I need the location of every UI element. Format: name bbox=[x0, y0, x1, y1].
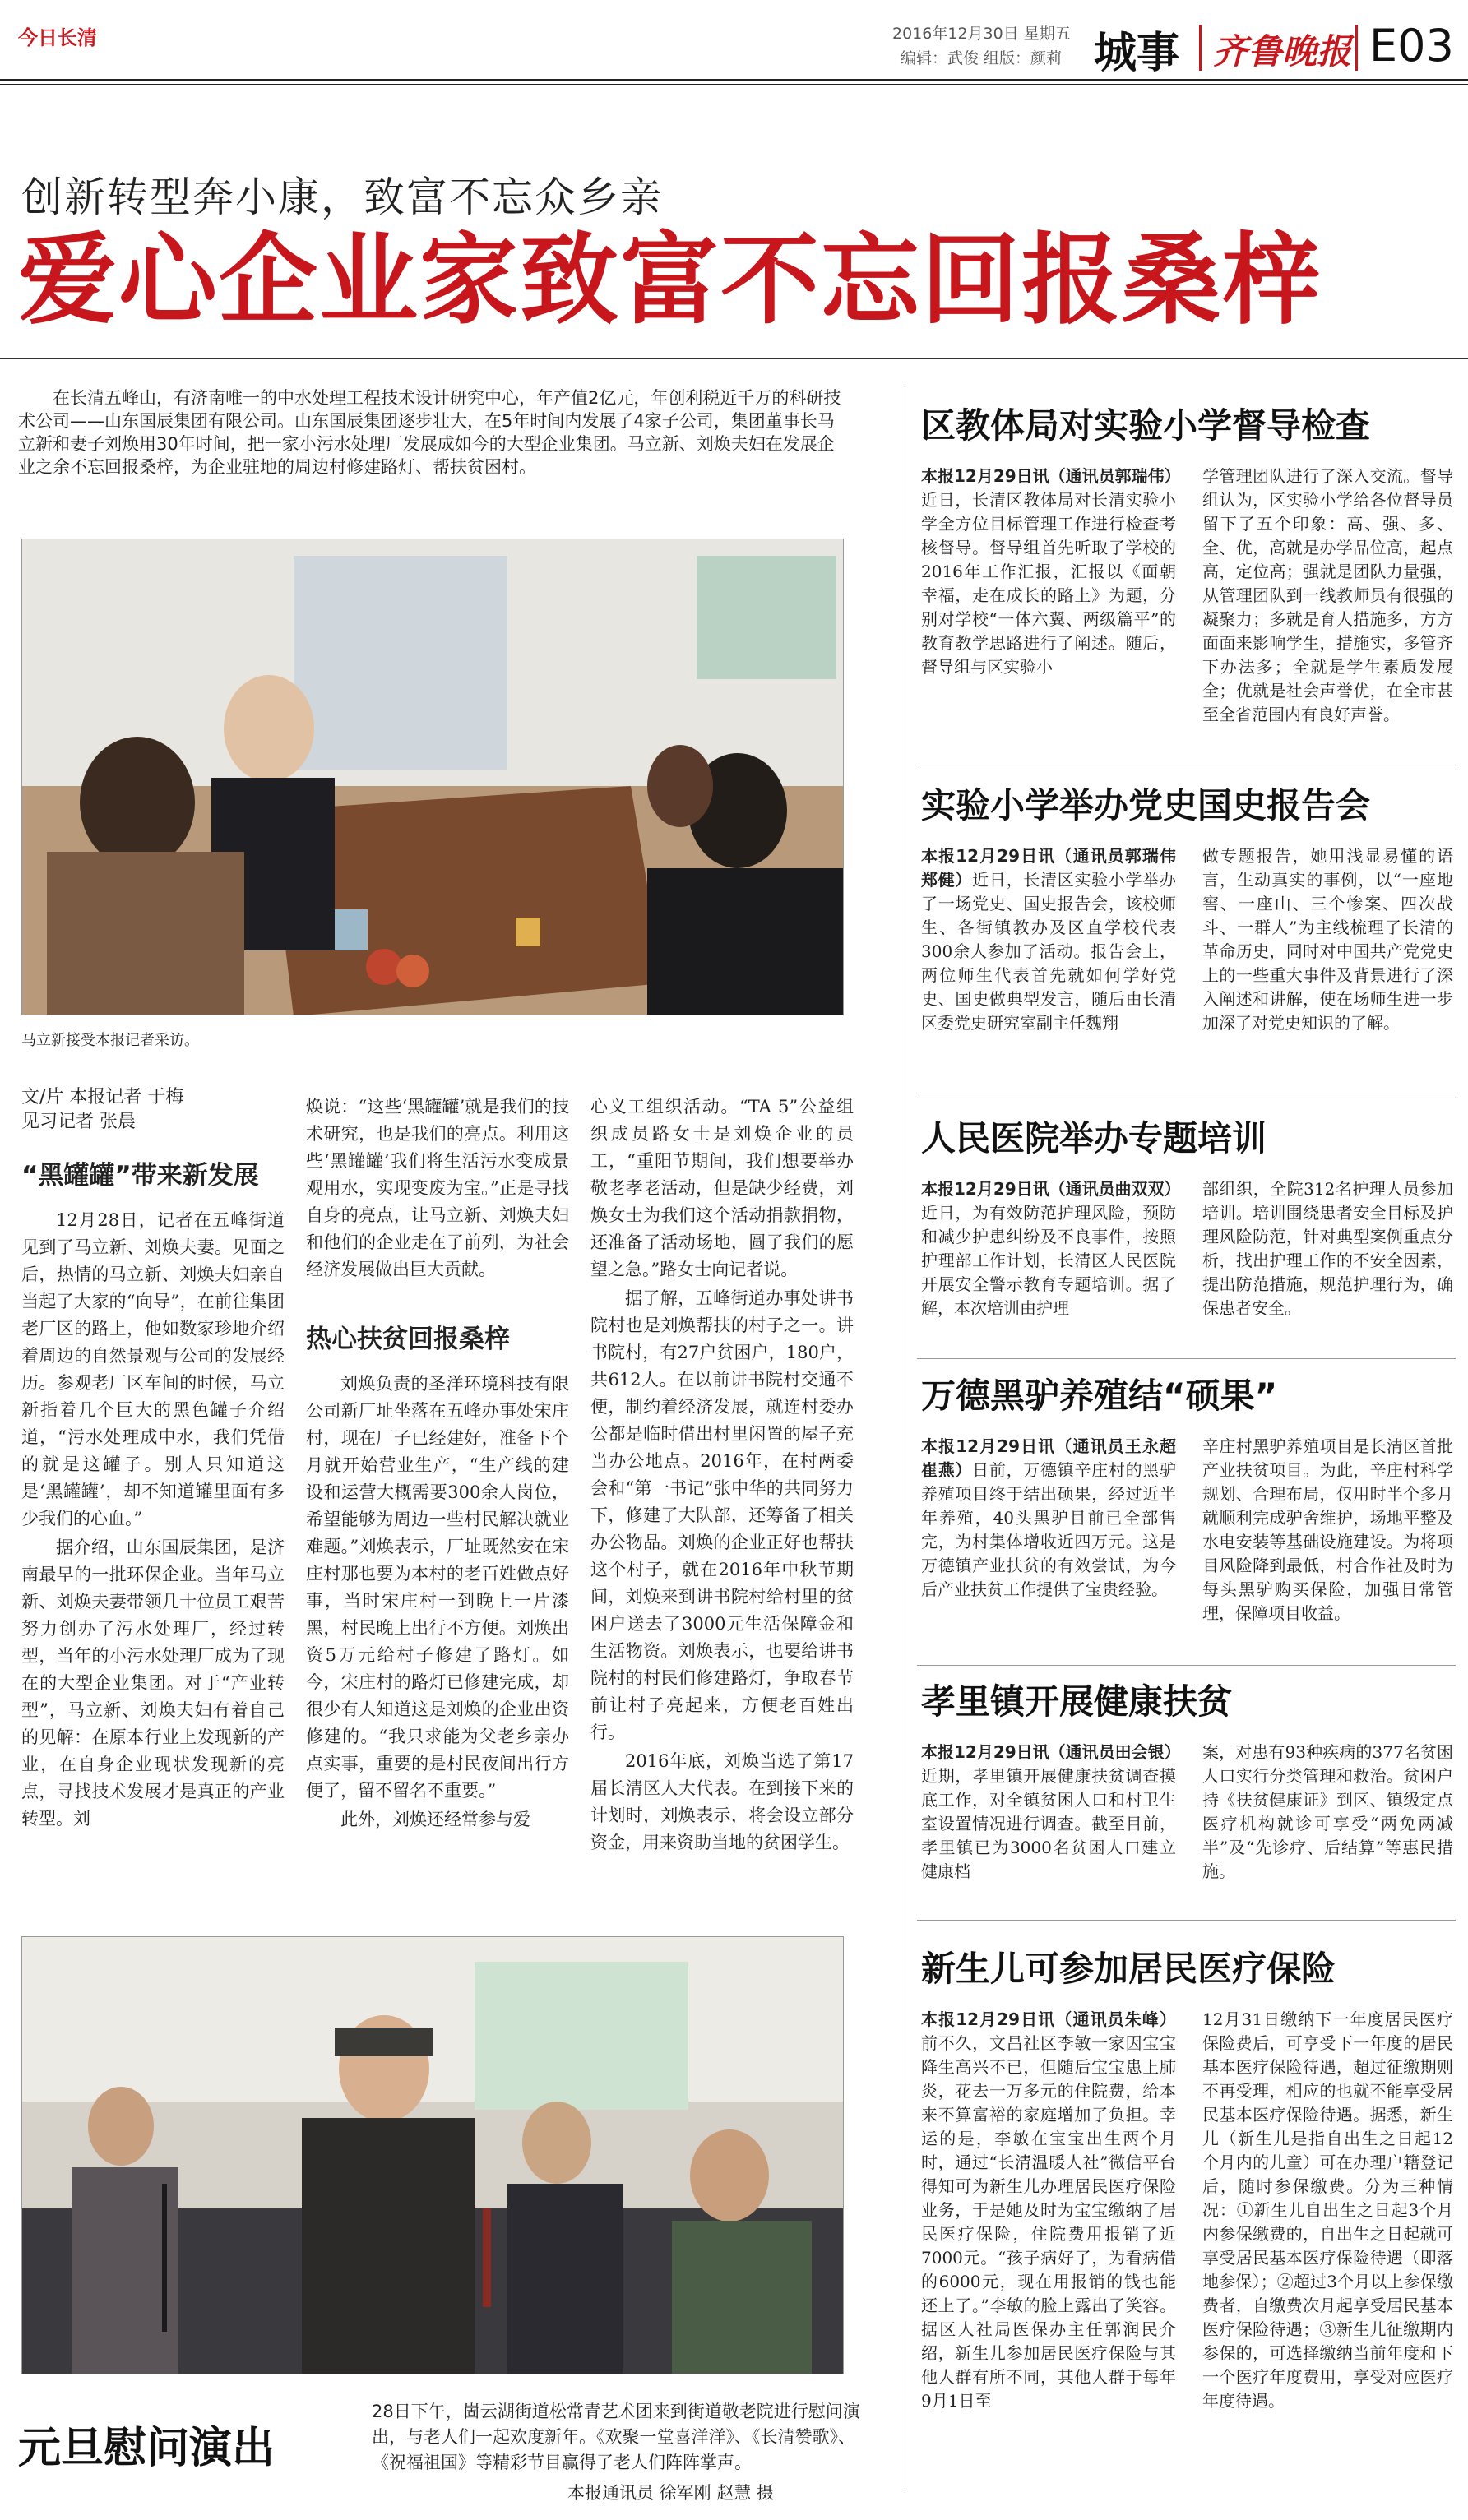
brief-body-supervision-col1 bbox=[921, 465, 1181, 679]
editor-credits: 编辑：武俊 组版：颜莉 bbox=[901, 49, 1063, 67]
article-lead: 在长清五峰山，有济南唯一的中水处理工程技术设计研究中心，年产值2亿元，年创利税近千万的科研技术公司——山东国辰集团有限公司。山东国辰集团逐步壮大，在5年时间内发展了4家子公司，集团董事长马立新和妻子刘焕用30年时间，把一家小污水处理厂发展成如今的大型企业集团。马立新、刘焕夫妇在发展企业之余不忘回报桑梓，为企业驻地的周边村修建路灯、帮扶贫困村。 bbox=[18, 388, 841, 477]
article-column-1 bbox=[21, 1085, 285, 1834]
masthead-divider bbox=[1199, 25, 1202, 71]
brief-lead-in: 本报12月29日讯（通讯员田会银） bbox=[921, 1742, 1181, 1762]
article-paragraph: 2016年底，刘焕当选了第17届长清区人大代表。在到接下来的计划时，刘焕表示，将会设立部分资金，用来资助当地的贫困学生。 bbox=[590, 1751, 854, 1852]
article-column-3 bbox=[590, 1094, 854, 1858]
brief-body-health-aid-col2: 案，对患有93种疾病的377名贫困人口实行分类管理和救治。贫困户持《扶贫健康证》到区、镇级定点医疗机构就诊可享受“两免两减半”及“先诊疗、后结算”等惠民措施。 bbox=[1202, 1742, 1453, 1881]
paper-name: 齐鲁晚报 bbox=[1213, 31, 1352, 72]
brief-text: 日前，万德镇辛庄村的黑驴养殖项目终于结出硕果，经过近半年养殖，40头黑驴目前已全部售完，为村集体增收近四万元。这是万德镇产业扶贫的有效尝试，为今后产业扶贫工作提供了宝贵经验。 bbox=[921, 1460, 1177, 1599]
brief-body-supervision-col2: 学管理团队进行了深入交流。督导组认为，区实验小学给各位督导员留下了五个印象：高、强、多、全、优，高就是办学品位高，起点高，定位高；强就是团队力量强，从管理团队到一线教师员有很强的凝聚力；多就是育人措施多，方方面面来影响学生，措施实，多管齐下办法多；全就是学生素质发展全；优就是社会声誉优，在全市甚至全省范围内有良好声誉。 bbox=[1202, 466, 1453, 724]
bottom-photo-credit: 本报通讯员 徐军刚 赵慧 摄 bbox=[567, 2483, 775, 2503]
brief-body-newborn-col2: 12月31日缴纳下一年度居民医疗保险费后，可享受下一年度的居民基本医疗保险待遇，超过征缴期则不再受理，相应的也就不能享受居民基本医疗保险待遇。据悉，新生儿（新生儿是指自出生之日起12个月内的儿童）可在办理户籍登记后，随时参保缴费。分为三种情况：①新生儿自出生之日起3个月内参保缴费的，自出生之日起就可享受居民基本医疗保险待遇（即落地参保）；②超过3个月以上参保缴费者，自缴费次月起享受居民基本医疗保险待遇；③新生儿征缴期内参保的，可选择缴纳当前年度和下一个医疗年度费用，享受对应医疗年度待遇。 bbox=[1202, 2009, 1453, 2411]
headline-title: 爱心企业家致富不忘回报桑梓 bbox=[18, 224, 1322, 338]
masthead-divider bbox=[1355, 25, 1358, 71]
brief-lead-in: 本报12月29日讯（通讯员曲双双） bbox=[921, 1179, 1181, 1199]
article-paragraph: 此外，刘焕还经常参与爱 bbox=[340, 1810, 530, 1829]
brief-text: 近日，长清区教体局对长清实验小学全方位目标管理工作进行检查考核督导。督导组首先听取了学校的2016年工作汇报，汇报以《面朝幸福，走在成长的路上》为题，分别对学校“一体六翼、两级篇平”的教育教学思路进行了阐述。随后，督导组与区实验小 bbox=[921, 490, 1176, 677]
subhead-black-tank: “黑罐罐”带来新发展 bbox=[21, 1161, 259, 1191]
headline-kicker: 创新转型奔小康，致富不忘众乡亲 bbox=[21, 173, 663, 221]
headline-rule bbox=[0, 358, 1468, 359]
brief-body-hospital-col2: 部组织，全院312名护理人员参加培训。培训围绕患者安全目标及护理风险防范，针对典型案例重点分析，找出护理工作的不安全因素，提出防范措施，规范护理行为，确保患者安全。 bbox=[1202, 1179, 1453, 1318]
section-tag: 今日长清 bbox=[18, 26, 97, 49]
brief-title-hospital-training: 人民医院举办专题培训 bbox=[921, 1118, 1267, 1158]
article-column-2 bbox=[306, 1094, 569, 1835]
article-paragraph: 据介绍，山东国辰集团，是济南最早的一批环保企业。当年马立新、刘焕夫妻带领几十位员工艰苦努力创办了污水处理厂，经过转型，当年的小污水处理厂成为了现在的大型企业集团。对于“产业转型”，马立新、刘焕夫妇有着自己的见解：在原本行业上发现新的产业，在自身企业现状发现新的亮点，寻找技术发展才是真正的产业转型。刘 bbox=[21, 1537, 285, 1829]
interview-photo bbox=[21, 539, 844, 1015]
article-paragraph: 12月28日，记者在五峰街道见到了马立新、刘焕夫妻。见面之后，热情的马立新、刘焕夫妇亲自当起了大家的“向导”，在前往集团老厂区的路上，他如数家珍地介绍着周边的自然景观与公司的发展经历。参观老厂区车间的时候，马立新指着几个巨大的黑色罐子介绍道，“污水处理成中水，我们凭借的就是这罐子。别人只知道这是‘黑罐罐’，却不知道罐里面有多少我们的心血。” bbox=[21, 1210, 285, 1528]
brief-body-hospital-col1 bbox=[921, 1177, 1181, 1320]
brief-title-history-report: 实验小学举办党史国史报告会 bbox=[921, 785, 1371, 825]
brief-title-supervision: 区教体局对实验小学督导检查 bbox=[921, 405, 1371, 446]
brief-body-donkey-col1 bbox=[921, 1435, 1176, 1602]
brief-divider bbox=[917, 1358, 1456, 1359]
brief-body-history-col1 bbox=[921, 844, 1176, 1035]
article-paragraph: 据了解，五峰街道办事处讲书院村也是刘焕帮扶的村子之一。讲书院村，有27户贫困户，180户，共612人。在以前讲书院村交通不便，制约着经济发展，就连村委办公都是临时借出村里闲置的屋子充当办公地点。2016年，在村两委会和“第一书记”张中华的共同努力下，修建了大队部，还筹备了相关办公物品。刘焕的企业正好也帮扶这个村子，就在2016年中秋节期间，刘焕来到讲书院村给村里的贫困户送去了3000元生活保障金和生活物资。刘焕表示，也要给讲书院村的村民们修建路灯，争取春节前让村子亮起来，方便老百姓出行。 bbox=[590, 1288, 854, 1742]
brief-body-donkey-col2: 辛庄村黑驴养殖项目是长清区首批产业扶贫项目。为此，辛庄村科学规划、合理布局，仅用时半个多月就顺利完成驴舍维护，场地平整及水电安装等基础设施建设。为将项目风险降到最低，村合作社及时为每头黑驴购买保险，加强日常管理，保障项目收益。 bbox=[1202, 1436, 1453, 1623]
brief-text: 近日，长清区实验小学举办了一场党史、国史报告会，该校师生、各街镇教办及区直学校代表300余人参加了活动。报告会上，两位师生代表首先就如何学好党史、国史做典型发言，随后由长清区委党史研究室副主任魏翔 bbox=[921, 870, 1177, 1033]
byline-line-1: 文/片 本报记者 于梅 bbox=[21, 1087, 184, 1107]
article-byline bbox=[21, 1085, 285, 1135]
brief-divider bbox=[917, 1665, 1456, 1666]
page-number: E03 bbox=[1369, 20, 1454, 72]
masthead-rule-thin bbox=[0, 84, 1468, 85]
brief-title-donkey-farming: 万德黑驴养殖结“硕果” bbox=[921, 1376, 1278, 1416]
article-paragraph: 焕说：“这些‘黑罐罐’就是我们的技术研究，也是我们的亮点。利用这些‘黑罐罐’我们将生活污水变成景观用水，实现变废为宝。”正是寻找自身的亮点，让马立新、刘焕夫妇和他们的企业走在了前列，为社会经济发展做出巨大贡献。 bbox=[306, 1097, 569, 1279]
brief-lead-in: 本报12月29日讯（通讯员郭瑞伟） bbox=[921, 466, 1181, 486]
brief-title-health-aid: 孝里镇开展健康扶贫 bbox=[921, 1681, 1233, 1722]
brief-text: 前不久，文昌社区李敏一家因宝宝降生高兴不已，但随后宝宝患上肺炎，花去一万多元的住院费，给本来不算富裕的家庭增加了负担。幸运的是，李敏在宝宝出生两个月时，通过“长清温暖人社”微信平台得知可为新生儿办理居民医疗保险业务，于是她及时为宝宝缴纳了居民医疗保险，住院费用报销了近7000元。“孩子病好了，为看病借的6000元，现在用报销的钱也能还上了。”李敏的脸上露出了笑容。据区人社局医保办主任郭润民介绍，新生儿参加居民医疗保险与其他人群有所不同，其他人群于每年9月1日至 bbox=[921, 2033, 1176, 2411]
brief-text: 近期，孝里镇开展健康扶贫调查摸底工作，对全镇贫困人口和村卫生室设置情况进行调查。截至目前，孝里镇已为3000名贫困人口建立健康档 bbox=[921, 1766, 1176, 1881]
brief-text: 近日，为有效防范护理风险，预防和减少护患纠纷及不良事件，按照护理部工作计划，长清区人民医院开展安全警示教育专题培训。据了解，本次培训由护理 bbox=[921, 1203, 1176, 1318]
masthead-rule bbox=[0, 79, 1468, 81]
brief-body-health-aid-col1 bbox=[921, 1741, 1181, 1884]
interview-photo-caption: 马立新接受本报记者采访。 bbox=[21, 1032, 199, 1049]
performance-photo-image bbox=[22, 1937, 844, 2374]
bottom-photo-title: 元旦慰问演出 bbox=[18, 2424, 276, 2473]
masthead bbox=[0, 0, 1468, 78]
performance-photo bbox=[21, 1936, 844, 2374]
bottom-photo-caption: 28日下午，崮云湖街道松常青艺术团来到街道敬老院进行慰问演出，与老人们一起欢度新年。《欢聚一堂喜洋洋》、《长清赞歌》、《祝福祖国》等精彩节目赢得了老人们阵阵掌声。 bbox=[372, 2402, 860, 2472]
brief-lead-in: 本报12月29日讯（通讯员王永超 崔燕） bbox=[921, 1436, 1176, 1480]
subhead-poverty-aid: 热心扶贫回报桑梓 bbox=[306, 1325, 510, 1354]
article-paragraph: 心义工组织活动。“TA 5”公益组织成员路女士是刘焕企业的员工，“重阳节期间，我们想要举办敬老孝老活动，但是缺少经费，刘焕女士为我们这个活动捐款捐物，还准备了活动场地，圆了我们的愿望之急。”路女士向记者说。 bbox=[590, 1097, 854, 1279]
brief-body-newborn-col1 bbox=[921, 2008, 1176, 2413]
brief-lead-in: 本报12月29日讯（通讯员郭瑞伟 郑健） bbox=[921, 846, 1176, 890]
brief-body-history-col2: 做专题报告，她用浅显易懂的语言，生动真实的事例，以“一座地窖、一座山、三个惨案、四次战斗、一群人”为主线梳理了长清的革命历史，同时对中国共产党党史上的一些重大事件及背景进行了深入阐述和讲解，使在场师生进一步加深了对党史知识的了解。 bbox=[1202, 846, 1453, 1033]
article-paragraph: 刘焕负责的圣洋环境科技有限公司新厂址坐落在五峰办事处宋庄村，现在厂子已经建好，准备下个月就开始营业生产，“生产线的建设和运营大概需要300余人岗位，希望能够为周边一些村民解决就业难题。”刘焕表示，厂址既然安在宋庄村那也要为本村的老百姓做点好事，当时宋庄村一到晚上一片漆黑，村民晚上出行不方便。刘焕出资5万元给村子修建了路灯。如今，宋庄村的路灯已修建完成，却很少有人知道这是刘焕的企业出资修建的。“我只求能为父老乡亲办点实事，重要的是村民夜间出行方便了，留不留名不重要。” bbox=[306, 1374, 569, 1801]
brief-lead-in: 本报12月29日讯（通讯员朱峰） bbox=[921, 2009, 1176, 2029]
interview-photo-image bbox=[22, 539, 844, 1015]
byline-line-2: 见习记者 张晨 bbox=[21, 1112, 136, 1132]
brief-title-newborn-insurance: 新生儿可参加居民医疗保险 bbox=[921, 1949, 1336, 1989]
section-name: 城事 bbox=[1094, 29, 1180, 78]
brief-divider bbox=[917, 1920, 1456, 1921]
issue-date: 2016年12月30日 星期五 bbox=[892, 25, 1071, 43]
